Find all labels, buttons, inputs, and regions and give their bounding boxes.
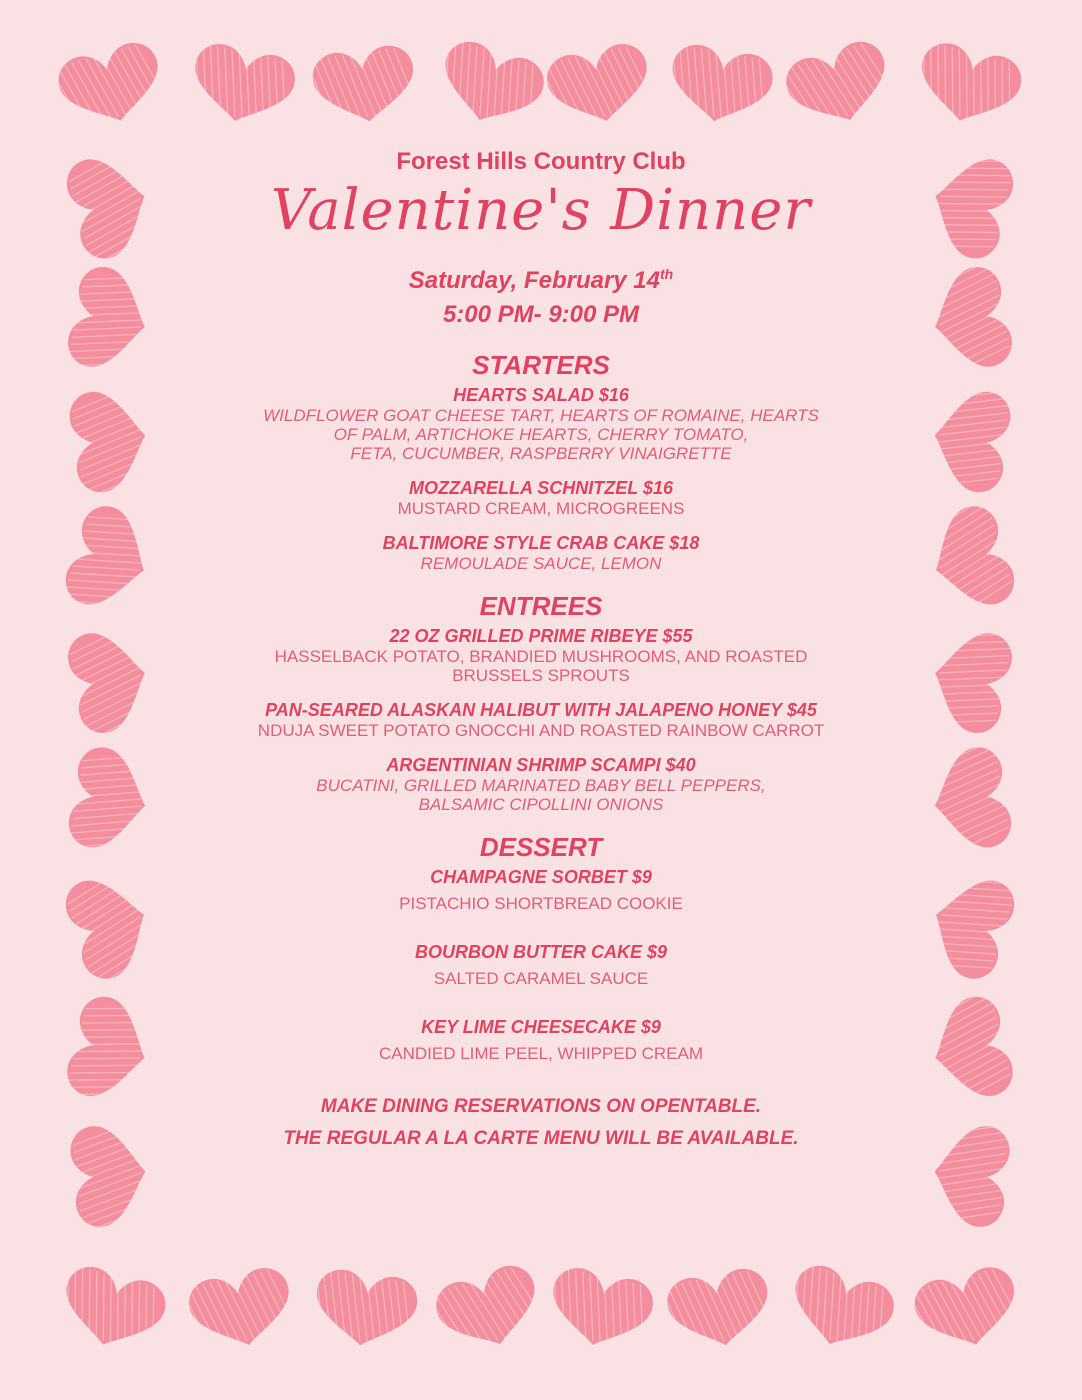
- heart-icon: [929, 1117, 1012, 1229]
- event-title: Valentine's Dinner: [270, 178, 812, 243]
- item-name: CHAMPAGNE SORBET $9: [430, 867, 652, 887]
- menu-item: [180, 532, 902, 573]
- heart-icon: [61, 992, 157, 1111]
- item-name: KEY LIME CHEESECAKE $9: [421, 1017, 661, 1037]
- menu-item: [180, 477, 902, 518]
- heart-icon: [925, 620, 1018, 738]
- heart-icon: [68, 1121, 151, 1233]
- heart-icon: [182, 39, 300, 132]
- section-title-dessert: DESSERT: [479, 832, 603, 862]
- starters-section: [180, 350, 902, 573]
- heart-icon: [61, 148, 158, 268]
- menu-availability-note: THE REGULAR A LA CARTE MENU WILL BE AVAILABLE.: [283, 1128, 799, 1149]
- item-description: MUSTARD CREAM, MICROGREENS: [397, 499, 685, 518]
- item-description: NDUJA SWEET POTATO GNOCCHI AND ROASTED RAINBOW CARROT: [257, 721, 825, 740]
- item-description: CANDIED LIME PEEL, WHIPPED CREAM: [378, 1044, 703, 1063]
- event-date: [180, 257, 902, 298]
- item-description: HASSELBACK POTATO, BRANDIED MUSHROOMS, AND ROASTED BRUSSELS SPROUTS: [274, 647, 808, 685]
- menu-item: [180, 699, 902, 740]
- heart-icon: [659, 1265, 775, 1355]
- heart-icon: [776, 35, 898, 136]
- heart-icon: [181, 1264, 299, 1357]
- club-name: Forest Hills Country Club: [396, 148, 686, 175]
- heart-icon: [925, 739, 1015, 855]
- menu-content: [180, 140, 902, 1155]
- item-description: WILDFLOWER GOAT CHEESE TART, HEARTS OF ROMAINE, HEARTS OF PALM, ARTICHOKE HEARTS, CHERRY TOMATO, FETA, CUCUMBER, RASPBERRY VINAIGRETTE: [263, 406, 819, 463]
- menu-item: [180, 1016, 902, 1063]
- menu-item: [180, 866, 902, 913]
- dessert-section: [180, 832, 902, 1063]
- item-name: HEARTS SALAD $16: [453, 385, 629, 405]
- heart-icon: [64, 624, 157, 742]
- heart-icon: [59, 867, 160, 989]
- menu-item: [180, 625, 902, 685]
- heart-icon: [906, 1262, 1025, 1358]
- heart-icon: [919, 496, 1020, 618]
- entrees-section: [180, 591, 902, 814]
- item-name: BOURBON BUTTER CAKE $9: [414, 942, 668, 962]
- menu-item: [180, 941, 902, 988]
- heart-icon: [660, 40, 776, 130]
- menu-item: [180, 384, 902, 463]
- heart-icon: [539, 40, 657, 133]
- heart-icon: [63, 263, 156, 381]
- heart-icon: [67, 385, 153, 499]
- item-description: REMOULADE SAUCE, LEMON: [420, 554, 662, 573]
- heart-icon: [306, 43, 420, 129]
- heart-icon: [64, 744, 154, 860]
- heart-icon: [58, 500, 159, 622]
- heart-icon: [924, 259, 1017, 377]
- section-title-entrees: ENTREES: [479, 591, 603, 621]
- item-name: BALTIMORE STYLE CRAB CAKE $18: [382, 533, 700, 553]
- heart-icon: [51, 1260, 171, 1357]
- heart-icon: [920, 863, 1021, 985]
- heart-icon: [428, 34, 550, 135]
- heart-icon: [540, 1263, 658, 1356]
- item-description: PISTACHIO SHORTBREAD COOKIE: [399, 894, 683, 913]
- item-description: SALTED CARAMEL SAUCE: [433, 969, 649, 988]
- section-title-starters: STARTERS: [472, 350, 610, 380]
- date-text: Saturday, February 14: [408, 267, 660, 294]
- item-name: PAN-SEARED ALASKAN HALIBUT WITH JALAPENO HONEY $45: [265, 700, 817, 720]
- date-suffix: th: [660, 266, 674, 282]
- item-name: MOZZARELLA SCHNITZEL $16: [408, 478, 673, 498]
- event-time: 5:00 PM- 9:00 PM: [442, 301, 640, 328]
- heart-icon: [923, 144, 1020, 264]
- heart-icon: [426, 1259, 548, 1360]
- item-name: 22 OZ GRILLED PRIME RIBEYE $55: [389, 626, 693, 646]
- menu-item: [180, 754, 902, 814]
- reservation-note: MAKE DINING RESERVATIONS ON OPENTABLE.: [320, 1096, 762, 1117]
- heart-icon: [928, 381, 1014, 495]
- heart-icon: [778, 1258, 900, 1359]
- heart-icon: [907, 37, 1026, 133]
- item-description: BUCATINI, GRILLED MARINATED BABY BELL PEPPERS, BALSAMIC CIPOLLINI ONIONS: [316, 776, 766, 814]
- item-name: ARGENTINIAN SHRIMP SCAMPI $40: [386, 755, 696, 775]
- notes: [180, 1091, 902, 1155]
- heart-icon: [306, 1266, 420, 1352]
- heart-icon: [49, 37, 169, 134]
- heart-icon: [922, 988, 1018, 1107]
